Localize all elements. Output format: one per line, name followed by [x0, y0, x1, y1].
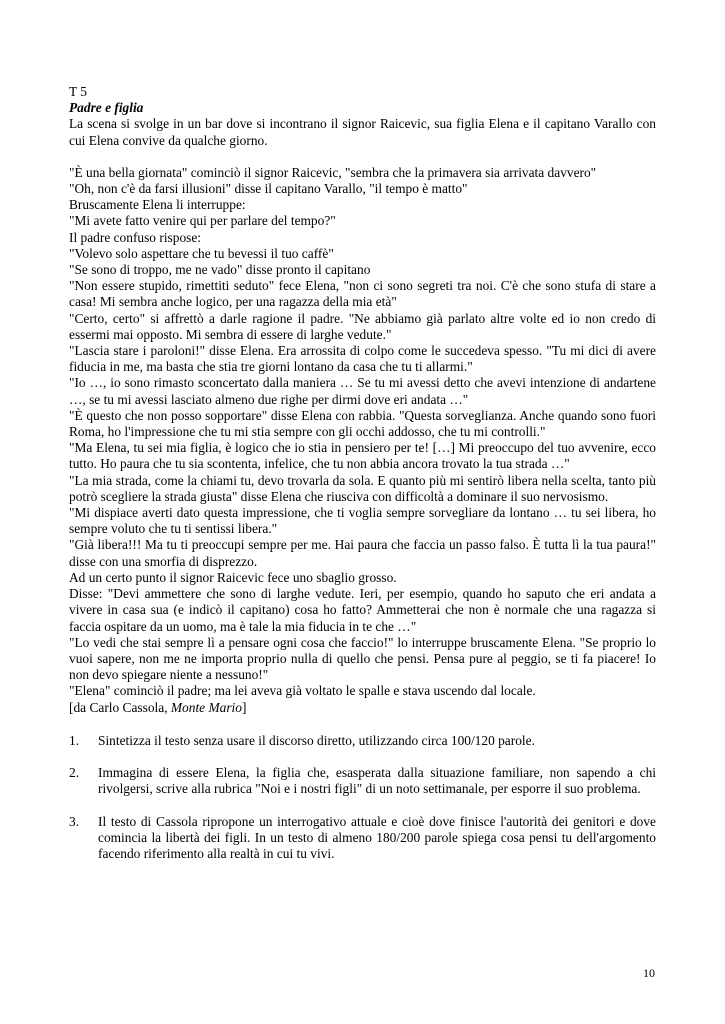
exercise-item	[69, 765, 656, 797]
dialogue-line: "Lascia stare i paroloni!" disse Elena. Era arrossita di colpo come le succedeva spesso. "Tu mi dici di avere fiducia in me, ma basta che stia tre giorni lontano da casa che tu ti allarmi."	[69, 343, 656, 375]
exercise-list	[69, 733, 656, 878]
dialogue-line: "Se sono di troppo, me ne vado" disse pronto il capitano	[69, 262, 371, 278]
dialogue-block	[69, 165, 656, 700]
spacer	[69, 149, 656, 165]
dialogue-line: "Mi avete fatto venire qui per parlare del tempo?"	[69, 213, 336, 229]
exercise-text: Sintetizza il testo senza usare il discorso diretto, utilizzando circa 100/120 parole.	[98, 733, 535, 748]
dialogue-line: Il padre confuso rispose:	[69, 229, 202, 245]
dialogue-line: "Non essere stupido, rimettiti seduto" fece Elena, "non ci sono segreti tra noi. C'è che sono stufa di stare a casa! Mi sembra anche logico, per una ragazza della mia età"	[69, 278, 656, 310]
exercise-number: 3.	[69, 813, 80, 829]
dialogue-line: "Mi dispiace averti dato questa impressione, che ti voglia sempre sorvegliare da lontano … tu sei libera, ho sempre voluto che tu ti sentissi libera."	[69, 505, 656, 537]
text-code: T 5	[69, 84, 87, 99]
source-work-title: Monte Mario	[170, 699, 242, 715]
page-number: 10	[643, 966, 655, 980]
source-suffix: ]	[241, 699, 247, 715]
exercise-item	[69, 733, 656, 749]
source-citation	[69, 700, 656, 716]
exercise-text: Il testo di Cassola ripropone un interrogativo attuale e cioè dove finisce l'autorità dei genitori e dove comincia la libertà dei figli. In un testo di almeno 180/200 parole spiega cosa pensi tu dell'argomento facendo riferimento alla realtà in cui tu vivi.	[98, 813, 656, 862]
dialogue-line: "La mia strada, come la chiami tu, devo trovarla da sola. E quanto più mi sentirò libera nella scelta, tanto più potrò scegliere la strada giusta" disse Elena che riusciva con difficoltà a dominare il suo nervosismo.	[69, 472, 656, 504]
exercise-text: Immagina di essere Elena, la figlia che, esasperata dalla situazione familiare, non sapendo a chi rivolgersi, scrive alla rubrica "Noi e i nostri figli" di un noto settimanale, per esporre il suo problema.	[98, 765, 656, 797]
dialogue-line: "Ma Elena, tu sei mia figlia, è logico che io stia in pensiero per te! […] Mi preoccupo del tuo avvenire, ecco tutto. Ho paura che tu sia scontenta, infelice, che tu non abbia ancora trovato la tua strada …"	[69, 440, 656, 472]
dialogue-line: "Lo vedi che stai sempre lì a pensare ogni cosa che faccio!" lo interruppe bruscamente Elena. "Se proprio lo vuoi sapere, non me ne importa proprio nulla di quello che pensi. Pensa pure al peggio, se ti fa piacere! Io non devo spiegare niente a nessuno!"	[69, 634, 656, 683]
dialogue-line: Ad un certo punto il signor Raicevic fece uno sbaglio grosso.	[69, 569, 397, 585]
exercise-item	[69, 814, 656, 863]
dialogue-line: "Elena" cominciò il padre; ma lei aveva già voltato le spalle e stava uscendo dal locale.	[69, 683, 536, 699]
source-prefix: [da Carlo Cassola,	[69, 699, 171, 715]
exercise-number: 1.	[69, 733, 80, 748]
exercise-number: 2.	[69, 765, 80, 781]
dialogue-line: Disse: "Devi ammettere che sono di larghe vedute. Ieri, per esempio, quando ho saputo che eri andata a vivere in casa sua (e indicò il capitano) cosa ho fatto? Ammetterai che non è normale che una ragazza si faccia ospitare da un uomo, ma è tale la mia fiducia in te che …"	[69, 586, 656, 634]
dialogue-line: "Io …, io sono rimasto sconcertato dalla maniera … Se tu mi avessi detto che avevi intenzione di andartene …, se tu mi avessi lasciato almeno due righe per dirmi dove eri andata …"	[69, 375, 656, 407]
dialogue-line: Bruscamente Elena li interruppe:	[69, 197, 246, 213]
dialogue-line: "È questo che non posso sopportare" disse Elena con rabbia. "Questa sorveglianza. Anche quando sono fuori Roma, ho l'impressione che tu mi stia sempre con gli occhi addosso, che tu mi controlli."	[69, 407, 656, 440]
dialogue-line: "Già libera!!! Ma tu ti preoccupi sempre per me. Hai paura che faccia un passo falso. È tutta lì la tua paura!" disse con una smorfia di disprezzo.	[69, 537, 656, 569]
intro-paragraph: La scena si svolge in un bar dove si incontrano il signor Raicevic, sua figlia Elena e il capitano Varallo con cui Elena convive da qualche giorno.	[69, 116, 656, 148]
dialogue-line: "Certo, certo" si affrettò a darle ragione il padre. "Ne abbiamo già parlato altre volte ed io non credo di essermi mai opposto. Mi sembra di essere di larghe vedute."	[69, 310, 656, 342]
dialogue-line: "Volevo solo aspettare che tu bevessi il tuo caffè"	[69, 245, 334, 261]
dialogue-line: "È una bella giornata" cominciò il signor Raicevic, "sembra che la primavera sia arrivata davvero"	[69, 164, 597, 180]
dialogue-line: "Oh, non c'è da farsi illusioni" disse il capitano Varallo, "il tempo è matto"	[69, 181, 468, 197]
text-title: Padre e figlia	[69, 100, 144, 116]
text-body	[69, 84, 656, 716]
